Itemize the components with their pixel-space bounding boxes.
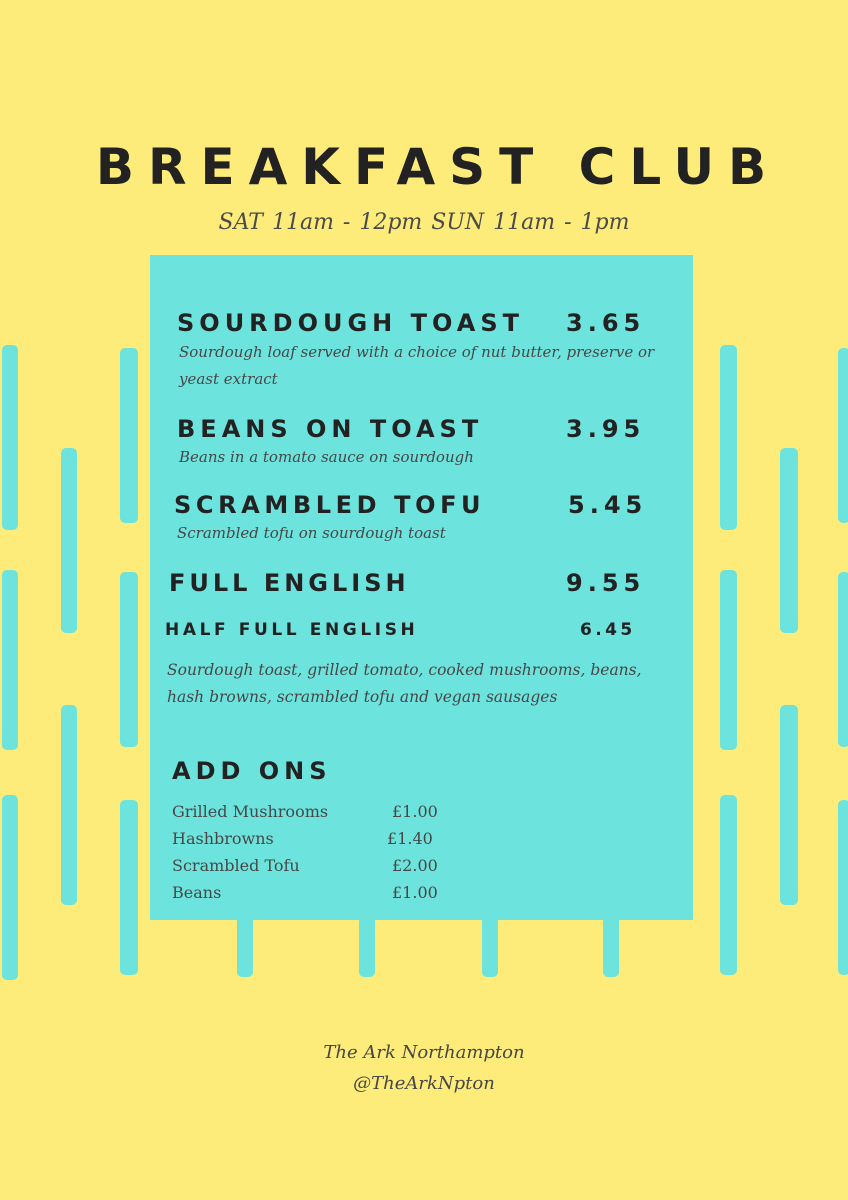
menu-item-price: 9.55 (566, 569, 646, 597)
menu-item-name: HALF FULL ENGLISH (165, 620, 419, 640)
stripe (120, 572, 138, 747)
menu-item-description: Sourdough loaf served with a choice of nut butter, preserve or yeast extract (179, 343, 655, 388)
addon-price: £1.00 (392, 883, 438, 902)
addon-price: £1.00 (392, 802, 438, 821)
addon-price: £2.00 (392, 856, 438, 875)
stripe (720, 345, 737, 530)
addon-price: £1.40 (387, 829, 433, 848)
stripe (120, 800, 138, 975)
menu-item-description: Beans in a tomato sauce on sourdough (179, 448, 474, 466)
stripe (838, 572, 848, 747)
stripe (61, 448, 77, 633)
menu-item-name: SCRAMBLED TOFU (174, 491, 486, 519)
menu-item-price: 5.45 (568, 491, 648, 519)
stripe (61, 705, 77, 905)
page-title: BREAKFAST CLUB (95, 138, 781, 196)
opening-hours: SAT 11am - 12pm SUN 11am - 1pm (218, 210, 630, 235)
full-english-description: Sourdough toast, grilled tomato, cooked mushrooms, beans, hash browns, scrambled tofu and vegan sausages (167, 661, 642, 706)
stripe (720, 795, 737, 975)
addons-heading: ADD ONS (172, 757, 332, 785)
venue-name: The Ark Northampton (323, 1042, 525, 1063)
addon-name: Grilled Mushrooms (172, 802, 329, 821)
stripe (2, 345, 18, 530)
addon-name: Scrambled Tofu (172, 856, 300, 875)
addon-name: Hashbrowns (172, 829, 274, 848)
menu-item-name: SOURDOUGH TOAST (177, 309, 524, 337)
menu-item-name: FULL ENGLISH (169, 569, 410, 597)
stripe (720, 570, 737, 750)
stripe (838, 800, 848, 975)
menu-item-description: Scrambled tofu on sourdough toast (177, 524, 446, 542)
menu-item-price: 3.65 (566, 309, 646, 337)
menu-item-name: BEANS ON TOAST (177, 415, 484, 443)
addon-name: Beans (172, 883, 222, 902)
stripe (120, 348, 138, 523)
menu-item-price: 3.95 (566, 415, 646, 443)
stripe (838, 348, 848, 523)
social-handle: @TheArkNpton (353, 1073, 495, 1094)
menu-item-price: 6.45 (580, 620, 636, 640)
stripe (2, 795, 18, 980)
stripe (2, 570, 18, 750)
stripe (780, 448, 798, 633)
stripe (780, 705, 798, 905)
